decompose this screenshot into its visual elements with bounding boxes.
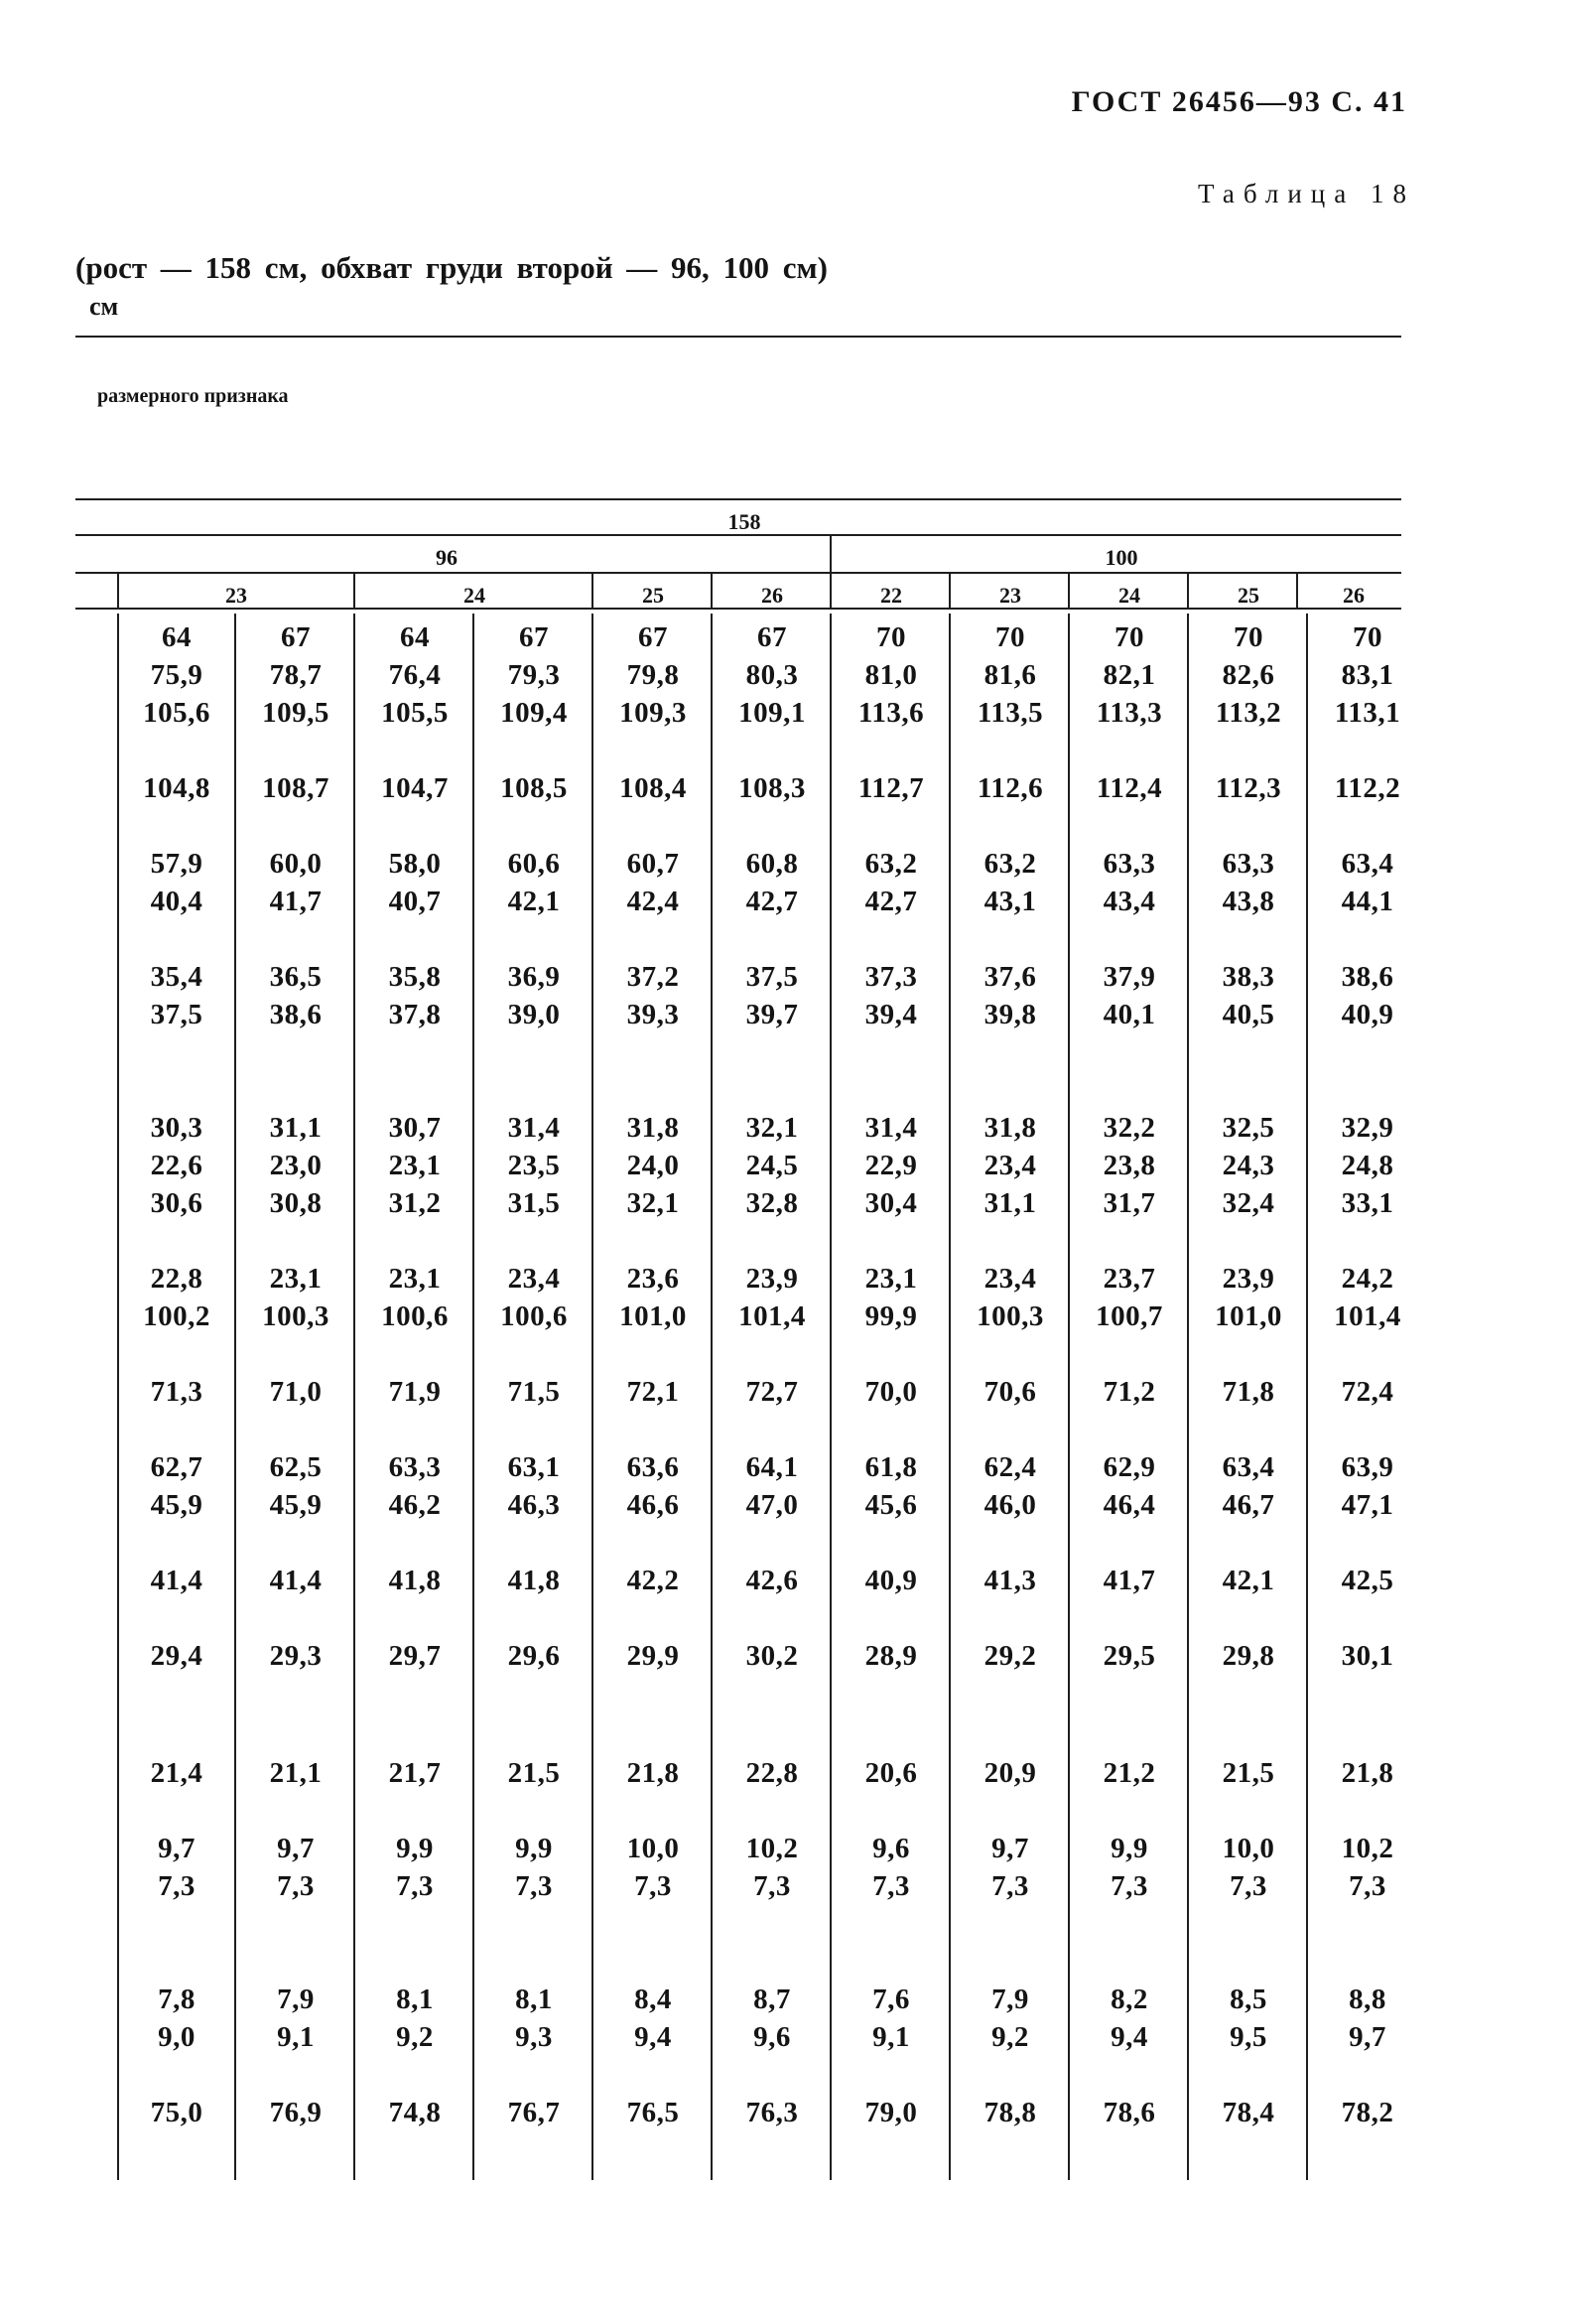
table-cell: 23,1 bbox=[388, 1263, 442, 1295]
col-divider bbox=[591, 572, 593, 608]
table-cell: 38,6 bbox=[1341, 961, 1394, 993]
table-cell: 23,1 bbox=[388, 1150, 442, 1181]
table-cell: 29,8 bbox=[1222, 1640, 1275, 1672]
table-cell: 10,0 bbox=[626, 1833, 680, 1864]
table-cell: 23,5 bbox=[507, 1150, 561, 1181]
table-cell: 7,3 bbox=[1111, 1870, 1148, 1902]
table-cell: 42,7 bbox=[864, 886, 918, 917]
table-cell: 37,2 bbox=[626, 961, 680, 993]
table-cell: 7,3 bbox=[634, 1870, 672, 1902]
table-cell: 81,6 bbox=[983, 659, 1037, 691]
table-cell: 9,4 bbox=[634, 2021, 672, 2053]
table-cell: 23,1 bbox=[269, 1263, 323, 1295]
table-cell: 80,3 bbox=[745, 659, 799, 691]
table-cell: 67 bbox=[281, 621, 311, 653]
table-cell: 112,2 bbox=[1334, 772, 1401, 804]
table-cell: 78,2 bbox=[1341, 2097, 1394, 2128]
table-cell: 63,2 bbox=[864, 848, 918, 880]
table-cell: 79,3 bbox=[507, 659, 561, 691]
table-cell: 60,0 bbox=[269, 848, 323, 880]
table-cell: 42,6 bbox=[745, 1565, 799, 1596]
table-cell: 67 bbox=[757, 621, 787, 653]
table-cell: 9,2 bbox=[396, 2021, 434, 2053]
table-cell: 40,4 bbox=[150, 886, 203, 917]
table-cell: 41,3 bbox=[983, 1565, 1037, 1596]
table-cell: 45,6 bbox=[864, 1489, 918, 1521]
table-cell: 22,6 bbox=[150, 1150, 203, 1181]
table-cell: 24,8 bbox=[1341, 1150, 1394, 1181]
table-cell: 47,1 bbox=[1341, 1489, 1394, 1521]
table-cell: 43,1 bbox=[983, 886, 1037, 917]
table-cell: 42,7 bbox=[745, 886, 799, 917]
table-cell: 72,7 bbox=[745, 1376, 799, 1408]
table-cell: 45,9 bbox=[150, 1489, 203, 1521]
table-cell: 23,4 bbox=[507, 1263, 561, 1295]
table-cell: 7,9 bbox=[277, 1983, 315, 2015]
table-cell: 39,0 bbox=[507, 999, 561, 1030]
table-cell: 41,4 bbox=[150, 1565, 203, 1596]
table-cell: 81,0 bbox=[864, 659, 918, 691]
column-header: 26 bbox=[1343, 583, 1365, 608]
table-cell: 101,0 bbox=[619, 1300, 687, 1332]
table-cell: 20,9 bbox=[983, 1757, 1037, 1789]
table-cell: 79,8 bbox=[626, 659, 680, 691]
header-rule-3 bbox=[75, 572, 1401, 574]
table-cell: 100,6 bbox=[381, 1300, 449, 1332]
table-cell: 40,9 bbox=[864, 1565, 918, 1596]
table-cell: 9,1 bbox=[277, 2021, 315, 2053]
table-cell: 104,7 bbox=[381, 772, 449, 804]
table-cell: 35,4 bbox=[150, 961, 203, 993]
table-cell: 21,7 bbox=[388, 1757, 442, 1789]
table-cell: 109,1 bbox=[738, 697, 806, 729]
header-rule-1 bbox=[75, 498, 1401, 500]
table-cell: 9,2 bbox=[991, 2021, 1029, 2053]
table-cell: 58,0 bbox=[388, 848, 442, 880]
table-cell: 108,5 bbox=[500, 772, 568, 804]
table-cell: 42,1 bbox=[1222, 1565, 1275, 1596]
table-cell: 33,1 bbox=[1341, 1187, 1394, 1219]
column-header: 26 bbox=[761, 583, 783, 608]
table-cell: 32,2 bbox=[1103, 1112, 1156, 1144]
table-cell: 108,4 bbox=[619, 772, 687, 804]
table-cell: 42,5 bbox=[1341, 1565, 1394, 1596]
table-cell: 7,3 bbox=[277, 1870, 315, 1902]
table-cell: 7,3 bbox=[1230, 1870, 1267, 1902]
table-cell: 30,6 bbox=[150, 1187, 203, 1219]
table-cell: 62,9 bbox=[1103, 1451, 1156, 1483]
table-cell: 82,1 bbox=[1103, 659, 1156, 691]
table-cell: 43,4 bbox=[1103, 886, 1156, 917]
table-cell: 63,9 bbox=[1341, 1451, 1394, 1483]
table-cell: 29,9 bbox=[626, 1640, 680, 1672]
table-cell: 39,7 bbox=[745, 999, 799, 1030]
document-reference: ГОСТ 26456—93 С. 41 bbox=[1071, 85, 1407, 118]
column-header: 25 bbox=[1238, 583, 1259, 608]
table-cell: 24,3 bbox=[1222, 1150, 1275, 1181]
table-cell: 76,9 bbox=[269, 2097, 323, 2128]
table-cell: 112,7 bbox=[857, 772, 925, 804]
table-cell: 63,2 bbox=[983, 848, 1037, 880]
table-cell: 23,4 bbox=[983, 1150, 1037, 1181]
table-cell: 32,1 bbox=[745, 1112, 799, 1144]
col-divider bbox=[711, 572, 713, 608]
table-cell: 41,4 bbox=[269, 1565, 323, 1596]
table-cell: 60,6 bbox=[507, 848, 561, 880]
table-cell: 31,7 bbox=[1103, 1187, 1156, 1219]
top-rule bbox=[75, 336, 1401, 338]
table-cell: 64 bbox=[400, 621, 430, 653]
table-cell: 105,5 bbox=[381, 697, 449, 729]
table-cell: 31,4 bbox=[507, 1112, 561, 1144]
table-cell: 7,3 bbox=[515, 1870, 553, 1902]
table-cell: 70 bbox=[1114, 621, 1144, 653]
table-cell: 100,6 bbox=[500, 1300, 568, 1332]
table-cell: 105,6 bbox=[143, 697, 210, 729]
table-cell: 9,6 bbox=[753, 2021, 791, 2053]
table-cell: 38,3 bbox=[1222, 961, 1275, 993]
table-cell: 71,2 bbox=[1103, 1376, 1156, 1408]
table-cell: 64,1 bbox=[745, 1451, 799, 1483]
table-cell: 21,1 bbox=[269, 1757, 323, 1789]
table-cell: 71,5 bbox=[507, 1376, 561, 1408]
column-header: 22 bbox=[880, 583, 902, 608]
table-cell: 40,1 bbox=[1103, 999, 1156, 1030]
table-cell: 39,8 bbox=[983, 999, 1037, 1030]
table-cell: 30,4 bbox=[864, 1187, 918, 1219]
table-cell: 37,5 bbox=[150, 999, 203, 1030]
table-cell: 8,1 bbox=[515, 1983, 553, 2015]
table-cell: 41,8 bbox=[388, 1565, 442, 1596]
table-cell: 8,7 bbox=[753, 1983, 791, 2015]
table-cell: 8,2 bbox=[1111, 1983, 1148, 2015]
table-cell: 30,1 bbox=[1341, 1640, 1394, 1672]
table-cell: 45,9 bbox=[269, 1489, 323, 1521]
table-cell: 38,6 bbox=[269, 999, 323, 1030]
table-cell: 46,3 bbox=[507, 1489, 561, 1521]
table-cell: 76,3 bbox=[745, 2097, 799, 2128]
table-cell: 42,1 bbox=[507, 886, 561, 917]
table-cell: 67 bbox=[519, 621, 549, 653]
table-cell: 104,8 bbox=[143, 772, 210, 804]
table-cell: 32,9 bbox=[1341, 1112, 1394, 1144]
table-cell: 46,7 bbox=[1222, 1489, 1275, 1521]
table-cell: 21,8 bbox=[1341, 1757, 1394, 1789]
table-cell: 32,4 bbox=[1222, 1187, 1275, 1219]
table-cell: 101,4 bbox=[1334, 1300, 1401, 1332]
table-cell: 113,2 bbox=[1215, 697, 1282, 729]
column-header: 24 bbox=[463, 583, 485, 608]
table-cell: 100,3 bbox=[262, 1300, 329, 1332]
table-cell: 24,5 bbox=[745, 1150, 799, 1181]
table-cell: 9,1 bbox=[872, 2021, 910, 2053]
table-cell: 57,9 bbox=[150, 848, 203, 880]
table-cell: 9,9 bbox=[1111, 1833, 1148, 1864]
table-cell: 31,5 bbox=[507, 1187, 561, 1219]
table-cell: 78,8 bbox=[983, 2097, 1037, 2128]
table-cell: 100,3 bbox=[977, 1300, 1044, 1332]
table-cell: 21,8 bbox=[626, 1757, 680, 1789]
table-cell: 63,3 bbox=[1222, 848, 1275, 880]
table-cell: 82,6 bbox=[1222, 659, 1275, 691]
table-cell: 83,1 bbox=[1341, 659, 1394, 691]
table-cell: 37,5 bbox=[745, 961, 799, 993]
table-cell: 21,5 bbox=[507, 1757, 561, 1789]
table-cell: 29,3 bbox=[269, 1640, 323, 1672]
table-caption: (рост — 158 см, обхват груди второй — 96, 100 см) bbox=[75, 250, 828, 285]
table-cell: 100,2 bbox=[143, 1300, 210, 1332]
table-cell: 32,1 bbox=[626, 1187, 680, 1219]
table-cell: 37,8 bbox=[388, 999, 442, 1030]
table-cell: 108,7 bbox=[262, 772, 329, 804]
table-cell: 44,1 bbox=[1341, 886, 1394, 917]
table-cell: 31,8 bbox=[983, 1112, 1037, 1144]
table-cell: 29,2 bbox=[983, 1640, 1037, 1672]
table-cell: 9,3 bbox=[515, 2021, 553, 2053]
table-cell: 70 bbox=[876, 621, 906, 653]
table-cell: 29,7 bbox=[388, 1640, 442, 1672]
table-cell: 32,5 bbox=[1222, 1112, 1275, 1144]
table-cell: 20,6 bbox=[864, 1757, 918, 1789]
table-cell: 99,9 bbox=[864, 1300, 918, 1332]
table-cell: 112,6 bbox=[977, 772, 1044, 804]
table-cell: 8,8 bbox=[1349, 1983, 1386, 2015]
table-cell: 37,3 bbox=[864, 961, 918, 993]
table-cell: 100,7 bbox=[1096, 1300, 1163, 1332]
table-cell: 7,6 bbox=[872, 1983, 910, 2015]
table-cell: 71,3 bbox=[150, 1376, 203, 1408]
table-cell: 71,8 bbox=[1222, 1376, 1275, 1408]
table-cell: 21,4 bbox=[150, 1757, 203, 1789]
table-cell: 30,3 bbox=[150, 1112, 203, 1144]
table-cell: 32,8 bbox=[745, 1187, 799, 1219]
table-cell: 41,7 bbox=[269, 886, 323, 917]
table-cell: 22,8 bbox=[150, 1263, 203, 1295]
table-cell: 47,0 bbox=[745, 1489, 799, 1521]
table-cell: 30,8 bbox=[269, 1187, 323, 1219]
table-cell: 21,2 bbox=[1103, 1757, 1156, 1789]
table-cell: 78,6 bbox=[1103, 2097, 1156, 2128]
table-cell: 60,7 bbox=[626, 848, 680, 880]
table-cell: 9,7 bbox=[158, 1833, 196, 1864]
table-cell: 113,1 bbox=[1334, 697, 1401, 729]
table-cell: 71,9 bbox=[388, 1376, 442, 1408]
table-cell: 42,2 bbox=[626, 1565, 680, 1596]
col-divider bbox=[117, 572, 119, 608]
table-cell: 9,9 bbox=[515, 1833, 553, 1864]
table-cell: 22,9 bbox=[864, 1150, 918, 1181]
table-cell: 75,0 bbox=[150, 2097, 203, 2128]
table-cell: 8,5 bbox=[1230, 1983, 1267, 2015]
table-cell: 28,9 bbox=[864, 1640, 918, 1672]
table-cell: 63,3 bbox=[1103, 848, 1156, 880]
table-cell: 39,4 bbox=[864, 999, 918, 1030]
table-cell: 62,7 bbox=[150, 1451, 203, 1483]
table-cell: 36,9 bbox=[507, 961, 561, 993]
table-cell: 30,2 bbox=[745, 1640, 799, 1672]
table-cell: 7,3 bbox=[396, 1870, 434, 1902]
table-cell: 112,4 bbox=[1096, 772, 1163, 804]
table-cell: 7,3 bbox=[991, 1870, 1029, 1902]
table-cell: 76,5 bbox=[626, 2097, 680, 2128]
table-cell: 101,4 bbox=[738, 1300, 806, 1332]
table-cell: 31,4 bbox=[864, 1112, 918, 1144]
table-cell: 39,3 bbox=[626, 999, 680, 1030]
table-cell: 70,0 bbox=[864, 1376, 918, 1408]
table-cell: 31,1 bbox=[983, 1187, 1037, 1219]
col-divider bbox=[1296, 572, 1298, 608]
table-cell: 72,4 bbox=[1341, 1376, 1394, 1408]
table-cell: 22,8 bbox=[745, 1757, 799, 1789]
table-cell: 43,8 bbox=[1222, 886, 1275, 917]
table-cell: 70 bbox=[1234, 621, 1263, 653]
table-cell: 37,9 bbox=[1103, 961, 1156, 993]
table-cell: 61,8 bbox=[864, 1451, 918, 1483]
table-cell: 29,4 bbox=[150, 1640, 203, 1672]
table-cell: 24,0 bbox=[626, 1150, 680, 1181]
table-cell: 70,6 bbox=[983, 1376, 1037, 1408]
table-cell: 23,1 bbox=[864, 1263, 918, 1295]
col-divider bbox=[1068, 572, 1070, 608]
table-cell: 7,3 bbox=[158, 1870, 196, 1902]
table-cell: 41,7 bbox=[1103, 1565, 1156, 1596]
table-cell: 46,0 bbox=[983, 1489, 1037, 1521]
table-cell: 63,3 bbox=[388, 1451, 442, 1483]
col-divider bbox=[949, 572, 951, 608]
table-cell: 30,7 bbox=[388, 1112, 442, 1144]
data-table-body bbox=[117, 614, 1403, 2180]
table-cell: 23,8 bbox=[1103, 1150, 1156, 1181]
table-cell: 109,4 bbox=[500, 697, 568, 729]
table-cell: 79,0 bbox=[864, 2097, 918, 2128]
column-header: 23 bbox=[225, 583, 247, 608]
table-cell: 29,6 bbox=[507, 1640, 561, 1672]
table-cell: 9,7 bbox=[1349, 2021, 1386, 2053]
table-cell: 9,7 bbox=[991, 1833, 1029, 1864]
table-cell: 7,8 bbox=[158, 1983, 196, 2015]
table-cell: 74,8 bbox=[388, 2097, 442, 2128]
table-cell: 62,5 bbox=[269, 1451, 323, 1483]
table-cell: 29,5 bbox=[1103, 1640, 1156, 1672]
table-cell: 109,3 bbox=[619, 697, 687, 729]
attribute-column-header: размерного признака bbox=[97, 385, 289, 407]
col-divider bbox=[353, 572, 355, 608]
table-cell: 60,8 bbox=[745, 848, 799, 880]
table-cell: 35,8 bbox=[388, 961, 442, 993]
table-cell: 62,4 bbox=[983, 1451, 1037, 1483]
table-cell: 9,5 bbox=[1230, 2021, 1267, 2053]
chest-group-96-header: 96 bbox=[436, 545, 458, 570]
table-cell: 7,3 bbox=[1349, 1870, 1386, 1902]
table-cell: 23,4 bbox=[983, 1263, 1037, 1295]
group-divider bbox=[830, 534, 832, 608]
table-cell: 9,0 bbox=[158, 2021, 196, 2053]
col-divider bbox=[1187, 572, 1189, 608]
table-cell: 63,6 bbox=[626, 1451, 680, 1483]
table-cell: 10,0 bbox=[1222, 1833, 1275, 1864]
table-cell: 76,7 bbox=[507, 2097, 561, 2128]
column-header: 23 bbox=[999, 583, 1021, 608]
table-cell: 9,6 bbox=[872, 1833, 910, 1864]
table-cell: 42,4 bbox=[626, 886, 680, 917]
table-cell: 71,0 bbox=[269, 1376, 323, 1408]
table-cell: 112,3 bbox=[1215, 772, 1282, 804]
table-cell: 63,1 bbox=[507, 1451, 561, 1483]
table-cell: 64 bbox=[162, 621, 192, 653]
table-cell: 31,1 bbox=[269, 1112, 323, 1144]
table-cell: 23,6 bbox=[626, 1263, 680, 1295]
table-cell: 31,2 bbox=[388, 1187, 442, 1219]
table-cell: 46,2 bbox=[388, 1489, 442, 1521]
table-cell: 113,3 bbox=[1096, 697, 1163, 729]
table-cell: 67 bbox=[638, 621, 668, 653]
table-cell: 108,3 bbox=[738, 772, 806, 804]
table-cell: 76,4 bbox=[388, 659, 442, 691]
table-cell: 40,7 bbox=[388, 886, 442, 917]
table-cell: 23,7 bbox=[1103, 1263, 1156, 1295]
table-cell: 70 bbox=[1353, 621, 1382, 653]
table-cell: 7,9 bbox=[991, 1983, 1029, 2015]
table-cell: 8,1 bbox=[396, 1983, 434, 2015]
table-cell: 101,0 bbox=[1215, 1300, 1282, 1332]
chest-group-100-header: 100 bbox=[1105, 545, 1138, 570]
table-cell: 7,3 bbox=[872, 1870, 910, 1902]
table-cell: 9,7 bbox=[277, 1833, 315, 1864]
table-number-label: Таблица 18 bbox=[1198, 179, 1415, 208]
table-cell: 70 bbox=[995, 621, 1025, 653]
table-cell: 31,8 bbox=[626, 1112, 680, 1144]
column-header: 25 bbox=[642, 583, 664, 608]
column-header: 24 bbox=[1118, 583, 1140, 608]
table-cell: 113,6 bbox=[857, 697, 925, 729]
table-cell: 36,5 bbox=[269, 961, 323, 993]
table-cell: 109,5 bbox=[262, 697, 329, 729]
table-cell: 37,6 bbox=[983, 961, 1037, 993]
table-cell: 78,7 bbox=[269, 659, 323, 691]
table-cell: 21,5 bbox=[1222, 1757, 1275, 1789]
table-cell: 7,3 bbox=[753, 1870, 791, 1902]
table-cell: 10,2 bbox=[1341, 1833, 1394, 1864]
table-cell: 23,9 bbox=[1222, 1263, 1275, 1295]
table-cell: 75,9 bbox=[150, 659, 203, 691]
table-cell: 46,6 bbox=[626, 1489, 680, 1521]
table-cell: 9,9 bbox=[396, 1833, 434, 1864]
table-cell: 9,4 bbox=[1111, 2021, 1148, 2053]
table-cell: 78,4 bbox=[1222, 2097, 1275, 2128]
table-cell: 40,9 bbox=[1341, 999, 1394, 1030]
table-cell: 24,2 bbox=[1341, 1263, 1394, 1295]
table-cell: 41,8 bbox=[507, 1565, 561, 1596]
table-cell: 46,4 bbox=[1103, 1489, 1156, 1521]
table-cell: 113,5 bbox=[977, 697, 1044, 729]
table-cell: 23,9 bbox=[745, 1263, 799, 1295]
header-rule-2 bbox=[75, 534, 1401, 536]
table-cell: 23,0 bbox=[269, 1150, 323, 1181]
table-cell: 10,2 bbox=[745, 1833, 799, 1864]
table-cell: 63,4 bbox=[1341, 848, 1394, 880]
height-header: 158 bbox=[727, 509, 761, 534]
table-cell: 63,4 bbox=[1222, 1451, 1275, 1483]
table-cell: 40,5 bbox=[1222, 999, 1275, 1030]
table-cell: 8,4 bbox=[634, 1983, 672, 2015]
header-rule-4 bbox=[75, 608, 1401, 610]
table-cell: 72,1 bbox=[626, 1376, 680, 1408]
units-label: см bbox=[89, 292, 119, 321]
